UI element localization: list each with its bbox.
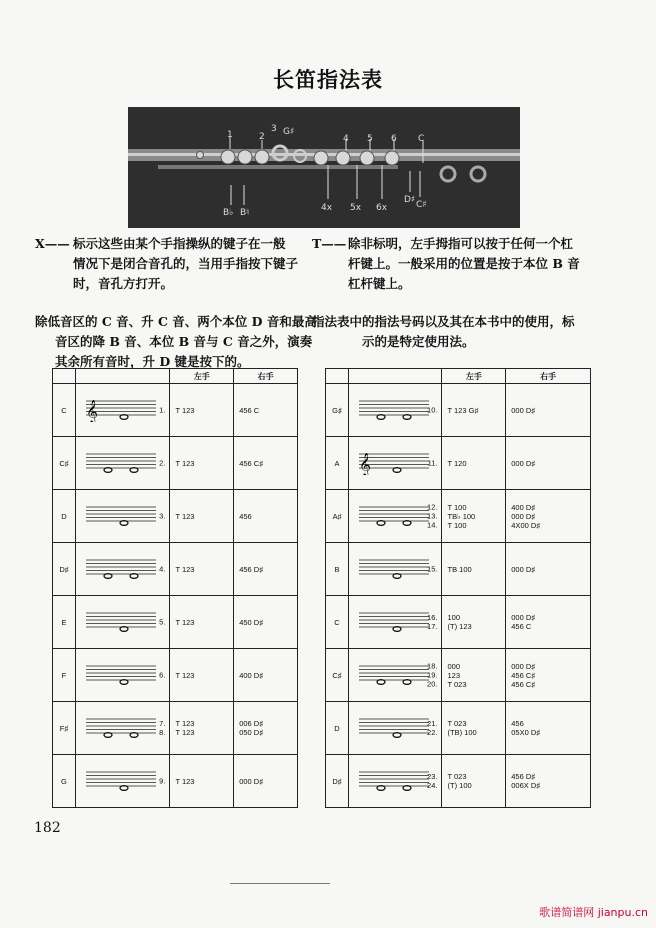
staff-cell: [75, 649, 170, 702]
right-hand-cell: [506, 490, 591, 543]
note-x-heading: X——: [35, 236, 70, 251]
key-label-6: 6: [391, 134, 397, 144]
staff-cell: [75, 596, 170, 649]
right-hand-fingering: 400 D♯: [511, 502, 536, 512]
fingering-number: 10.: [427, 405, 438, 415]
left-hand-cell: [170, 755, 234, 808]
fingering-number: 19.: [427, 670, 438, 680]
right-hand-fingering: 000 D♯: [511, 613, 536, 622]
left-hand-cell: [170, 437, 234, 490]
staff-cell: [75, 490, 170, 543]
left-hand-fingering: T 123: [175, 511, 195, 521]
staff-notation: [86, 451, 156, 475]
fingering-number: 3.: [159, 511, 166, 521]
note-name: F: [53, 649, 76, 702]
note-name: D: [53, 490, 76, 543]
fingering-number: 12.: [427, 502, 438, 512]
key-label-c-sharp: C♯: [416, 200, 427, 210]
page-title: 长笛指法表: [273, 68, 383, 92]
watermark-url: jianpu.cn: [597, 906, 648, 919]
fingering-number: 5.: [159, 617, 166, 627]
right-hand-cell: [506, 755, 591, 808]
flute-diagram: [128, 107, 520, 228]
left-hand-fingering: T 123: [175, 617, 195, 627]
staff-cell: [75, 437, 170, 490]
note-d-sharp-line: 其余所有音时，升 D 键是按下的。: [55, 354, 250, 369]
note-name: A♯: [326, 490, 349, 543]
right-hand-fingering: 05X0 D♯: [511, 728, 541, 737]
fingering-number: 24.: [427, 781, 438, 790]
right-hand-fingering: 050 D♯: [239, 728, 263, 737]
left-hand-cell: [442, 649, 506, 702]
right-hand-fingering: 456 C: [239, 405, 260, 415]
right-hand-fingering: 000 D♯: [511, 661, 536, 671]
left-hand-fingering: T 123: [175, 728, 195, 737]
fingering-number: 9.: [159, 776, 166, 786]
right-hand-cell: [506, 702, 591, 755]
right-hand-fingering: 456: [511, 719, 524, 728]
right-hand-fingering: 456 D♯: [511, 772, 536, 781]
left-hand-fingering: 000: [447, 661, 460, 671]
left-hand-fingering: T 100: [447, 502, 467, 512]
fingering-number: 11.: [427, 458, 438, 468]
right-hand-fingering: 000 D♯: [511, 405, 536, 415]
table-row: [53, 649, 298, 702]
note-name: C: [53, 384, 76, 437]
fingering-number: 8.: [159, 728, 166, 737]
left-hand-fingering: T 123: [175, 776, 195, 786]
staff-cell: [348, 596, 442, 649]
staff-cell: [75, 755, 170, 808]
table-row: [53, 596, 298, 649]
table-row: [53, 702, 298, 755]
key-label-4: 4: [343, 134, 349, 144]
right-hand-cell: [234, 649, 298, 702]
table-row: [326, 490, 591, 543]
note-usage: [312, 312, 612, 352]
left-hand-fingering: T 123: [175, 405, 195, 415]
fingering-number: 1.: [159, 405, 166, 415]
note-x-line: 时，音孔方打开。: [73, 276, 174, 291]
note-x-line: 情况下是闭合音孔的，当用手指按下键子: [73, 256, 299, 271]
note-d-sharp-line: 音区的降 B 音、本位 B 音与 C 音之外，演奏: [55, 334, 313, 349]
note-t-line: 杠杆键上。: [348, 276, 411, 291]
left-hand-cell: [170, 649, 234, 702]
table-row: [326, 543, 591, 596]
right-hand-fingering: 456 C: [511, 622, 532, 631]
header-left-hand: 左手: [442, 369, 506, 384]
table-row: [53, 490, 298, 543]
left-hand-cell: [442, 384, 506, 437]
left-hand-cell: [170, 490, 234, 543]
staff-notation: [359, 610, 429, 634]
staff-cell: [348, 437, 442, 490]
right-hand-fingering: 4X00 D♯: [511, 520, 541, 530]
fingering-number: 7.: [159, 719, 166, 728]
table-row: [53, 437, 298, 490]
note-name: G♯: [326, 384, 349, 437]
staff-notation: [359, 504, 429, 528]
left-hand-fingering: TB 100: [447, 564, 472, 574]
note-t-line: 除非标明，左手拇指可以按于任何一个杠: [348, 236, 574, 251]
note-t-heading: T——: [312, 236, 347, 251]
left-hand-fingering: T 023: [447, 719, 467, 728]
fingering-number: 15.: [427, 564, 438, 574]
header-right-hand: 右手: [506, 369, 591, 384]
note-d-sharp-line: 除低音区的 C 音、升 C 音、两个本位 D 音和最高: [35, 314, 317, 329]
staff-notation: [359, 451, 429, 475]
fingering-number: 21.: [427, 719, 438, 728]
left-hand-fingering: T 023: [447, 679, 467, 689]
staff-notation: [86, 398, 156, 422]
right-hand-cell: [234, 755, 298, 808]
table-row: [53, 755, 298, 808]
table-row: [326, 702, 591, 755]
note-t-thumb: [312, 234, 612, 294]
header-right-hand: 右手: [234, 369, 298, 384]
svg-text:𝄞: 𝄞: [358, 452, 371, 475]
note-usage-line: 示的是特定使用法。: [362, 334, 475, 349]
note-name: C: [326, 596, 349, 649]
right-hand-cell: [234, 596, 298, 649]
fingering-number: 14.: [427, 520, 438, 530]
fingering-number: 6.: [159, 670, 166, 680]
key-label-b-natural: B♮: [240, 208, 250, 218]
staff-cell: [348, 384, 442, 437]
key-label-b-flat: B♭: [223, 208, 234, 218]
left-hand-fingering: TB♭ 100: [447, 511, 476, 521]
watermark-text: 歌谱简谱网: [539, 906, 595, 919]
fingering-table-left: [52, 368, 298, 808]
table-row: [326, 649, 591, 702]
table-row: [326, 755, 591, 808]
right-hand-fingering: 456 C♯: [239, 458, 263, 468]
note-name: F♯: [53, 702, 76, 755]
note-name: G: [53, 755, 76, 808]
note-x-line: 标示这些由某个手指操纵的键子在一般: [73, 236, 286, 251]
right-hand-fingering: 450 D♯: [239, 617, 263, 627]
left-hand-cell: [170, 702, 234, 755]
staff-notation: [86, 663, 156, 687]
left-hand-cell: [442, 543, 506, 596]
staff-cell: [348, 755, 442, 808]
staff-cell: [75, 543, 170, 596]
footer-rule: [230, 883, 330, 884]
right-hand-fingering: 006 D♯: [239, 719, 263, 728]
left-hand-fingering: T 123: [175, 564, 195, 574]
left-hand-fingering: T 123: [175, 458, 195, 468]
right-hand-fingering: 400 D♯: [239, 670, 263, 680]
table-row: [326, 384, 591, 437]
left-hand-fingering: T 123: [175, 719, 195, 728]
key-label-c: C: [418, 134, 425, 144]
fingering-table-right: [325, 368, 591, 808]
left-hand-fingering: T 123 G♯: [447, 405, 479, 415]
right-hand-cell: [506, 384, 591, 437]
staff-notation: [86, 769, 156, 793]
fingering-number: 18.: [427, 661, 438, 671]
flute-photo: [128, 107, 520, 228]
right-hand-fingering: 456 C♯: [511, 679, 536, 689]
table-row: [326, 596, 591, 649]
left-hand-cell: [442, 490, 506, 543]
key-label-2: 2: [259, 132, 265, 142]
key-label-4x: 4x: [321, 203, 333, 213]
fingering-number: 23.: [427, 772, 438, 781]
right-hand-cell: [506, 543, 591, 596]
fingering-number: 16.: [427, 613, 438, 622]
fingering-number: 2.: [159, 458, 166, 468]
note-name: D: [326, 702, 349, 755]
staff-notation: [359, 716, 429, 740]
note-t-line: 杆键上。一般采用的位置是按于本位 B 音: [348, 256, 580, 271]
right-hand-cell: [234, 384, 298, 437]
table-row: [53, 543, 298, 596]
right-hand-fingering: 000 D♯: [511, 458, 536, 468]
staff-notation: [359, 398, 429, 422]
page-number: 182: [34, 820, 61, 836]
right-hand-cell: [506, 437, 591, 490]
svg-text:𝄞: 𝄞: [85, 399, 98, 422]
left-hand-fingering: (T) 100: [447, 781, 472, 790]
left-hand-fingering: (TB) 100: [447, 728, 477, 737]
left-hand-fingering: T 120: [447, 458, 467, 468]
fingering-number: 4.: [159, 564, 166, 574]
note-name: C♯: [53, 437, 76, 490]
key-label-5: 5: [367, 134, 373, 144]
left-hand-fingering: 100: [447, 613, 460, 622]
left-hand-cell: [170, 384, 234, 437]
key-label-g-sharp: G♯: [283, 127, 295, 137]
right-hand-fingering: 456: [239, 511, 252, 521]
table-row: [326, 437, 591, 490]
staff-cell: [75, 384, 170, 437]
staff-notation: [359, 557, 429, 581]
note-name: D♯: [53, 543, 76, 596]
left-hand-cell: [170, 596, 234, 649]
staff-notation: [86, 610, 156, 634]
note-d-sharp-key: [35, 312, 325, 372]
note-name: C♯: [326, 649, 349, 702]
right-hand-cell: [506, 649, 591, 702]
right-hand-cell: [234, 490, 298, 543]
note-name: A: [326, 437, 349, 490]
right-hand-fingering: 000 D♯: [511, 564, 536, 574]
header-left-hand: 左手: [170, 369, 234, 384]
staff-notation: [86, 504, 156, 528]
left-hand-fingering: T 100: [447, 520, 467, 530]
left-hand-cell: [442, 702, 506, 755]
staff-notation: [86, 557, 156, 581]
watermark: [539, 904, 648, 920]
right-hand-fingering: 456 C♯: [511, 670, 536, 680]
staff-notation: [86, 716, 156, 740]
right-hand-fingering: 000 D♯: [239, 776, 263, 786]
key-label-1: 1: [227, 130, 233, 140]
right-hand-fingering: 456 D♯: [239, 564, 263, 574]
fingering-number: 20.: [427, 679, 438, 689]
note-x-key: [35, 234, 315, 294]
note-name: D♯: [326, 755, 349, 808]
staff-notation: [359, 663, 429, 687]
left-hand-cell: [442, 755, 506, 808]
left-hand-fingering: T 023: [447, 772, 467, 781]
table-row: [53, 384, 298, 437]
note-name: E: [53, 596, 76, 649]
right-hand-fingering: 006X D♯: [511, 781, 541, 790]
left-hand-cell: [170, 543, 234, 596]
left-hand-cell: [442, 596, 506, 649]
left-hand-fingering: T 123: [175, 670, 195, 680]
right-hand-cell: [234, 702, 298, 755]
right-hand-cell: [506, 596, 591, 649]
staff-cell: [348, 490, 442, 543]
right-hand-cell: [234, 437, 298, 490]
right-hand-fingering: 000 D♯: [511, 511, 536, 521]
staff-notation: [359, 769, 429, 793]
left-hand-fingering: (T) 123: [447, 622, 472, 631]
fingering-number: 22.: [427, 728, 438, 737]
key-label-6x: 6x: [376, 203, 388, 213]
key-label-3: 3: [271, 124, 277, 134]
right-hand-cell: [234, 543, 298, 596]
key-label-d-sharp: D♯: [404, 195, 416, 205]
fingering-number: 13.: [427, 511, 438, 521]
key-label-5x: 5x: [350, 203, 362, 213]
staff-cell: [348, 543, 442, 596]
fingering-number: 17.: [427, 622, 438, 631]
staff-cell: [75, 702, 170, 755]
left-hand-fingering: 123: [447, 670, 460, 680]
left-hand-cell: [442, 437, 506, 490]
note-usage-line: 指法表中的指法号码以及其在本书中的使用，标: [312, 314, 575, 329]
note-name: B: [326, 543, 349, 596]
staff-cell: [348, 649, 442, 702]
staff-cell: [348, 702, 442, 755]
